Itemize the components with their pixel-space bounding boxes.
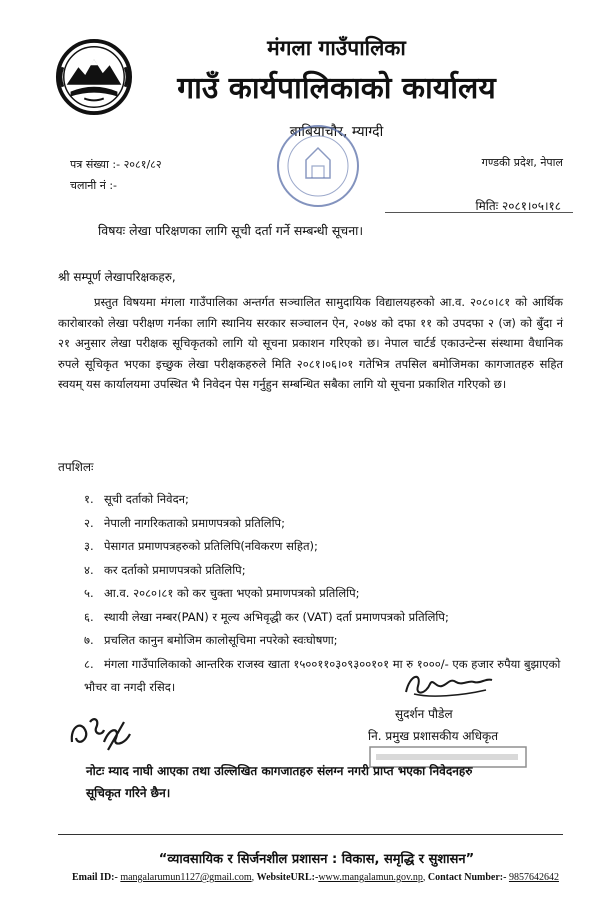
footer-contact: Email ID:- mangalarumun1127@gmail.com, WebsiteURL:-www.mangalamun.gov.np, Contact Number:- 9857642642 xyxy=(72,872,559,883)
signatory-name: सुदर्शन पौडेल xyxy=(395,707,453,721)
item-text: स्थायी लेखा नम्बर(PAN) र मूल्य अभिवृद्धी कर (VAT) दर्ता प्रमाणपत्रको प्रतिलिपि; xyxy=(104,609,449,624)
letter-date: मितिः २०८१।०५।१८ xyxy=(475,199,561,213)
item-text: प्रचलित कानुन बमोजिम कालोसूचिमा नपरेको स्वःघोषणा; xyxy=(104,633,338,647)
item-text: नेपाली नागरिकताको प्रमाणपत्रको प्रतिलिपि; xyxy=(104,515,285,530)
email-label: Email ID:- xyxy=(72,872,118,883)
item-text: कर दर्ताको प्रमाणपत्रको प्रतिलिपि; xyxy=(104,562,246,577)
item-text: सूची दर्ताको निवेदन; xyxy=(104,492,189,506)
phone-link[interactable]: 9857642642 xyxy=(508,872,559,883)
note-text: नोटः म्याद नाघी आएका तथा उल्लिखित कागजातहरु संलग्न नगरी प्राप्त भएका निवेदनहरु सूचिकृत गरिने छैन। xyxy=(86,764,473,800)
list-item xyxy=(84,535,564,559)
item-number: ३. xyxy=(84,539,94,553)
item-text: मंगला गाउँपालिकाको आन्तरिक राजस्व खाता १५००११०३०९३००१०१ मा रु १०००/- एक हजार रुपैया बुझाएको भौचर वा नगदी रसिद। xyxy=(84,656,561,694)
details-heading: तपशिलः xyxy=(58,460,94,474)
salutation: श्री सम्पूर्ण लेखापरिक्षकहरु, xyxy=(58,270,176,284)
list-item xyxy=(84,606,564,630)
item-number: १. xyxy=(84,492,94,506)
document-requirements-list xyxy=(84,488,564,699)
footer-divider xyxy=(58,834,563,835)
reference-number: पत्र संख्या :- २०८१/८२ xyxy=(70,158,162,171)
list-item xyxy=(84,512,564,536)
list-item xyxy=(84,488,564,512)
handwritten-signature xyxy=(400,668,495,702)
item-number: ७. xyxy=(84,633,94,647)
office-name: मंगला गाउँपालिका xyxy=(267,36,406,60)
item-text: आ.व. २०८०।८१ को कर चुक्ता भएको प्रमाणपत्रको प्रतिलिपि; xyxy=(104,586,360,600)
dispatch-number: चलानी नं :- xyxy=(70,179,118,192)
item-number: ४. xyxy=(84,562,94,577)
item-text: पेसागत प्रमाणपत्रहरुको प्रतिलिपि(नविकरण सहित); xyxy=(104,539,318,553)
list-item xyxy=(84,582,564,606)
province-label: गण्डकी प्रदेश, नेपाल xyxy=(481,156,563,169)
item-number: ५. xyxy=(84,586,94,600)
handwritten-initials xyxy=(64,712,139,756)
item-number: २. xyxy=(84,515,94,530)
list-item xyxy=(84,559,564,583)
office-address: बाबियाचौर, म्याग्दी xyxy=(289,124,384,140)
signatory-title: नि. प्रमुख प्रशासकीय अधिकृत xyxy=(368,729,499,743)
list-item xyxy=(84,629,564,653)
letter-subject: विषयः लेखा परिक्षणका लागि सूची दर्ता गर्ने सम्बन्धी सूचना। xyxy=(98,223,364,238)
item-number: ८. xyxy=(84,656,94,671)
website-label: WebsiteURL:- xyxy=(256,872,319,883)
date-underline xyxy=(385,212,573,213)
website-link[interactable]: www.mangalamun.gov.np xyxy=(318,872,423,883)
phone-label: Contact Number:- xyxy=(427,872,507,883)
footer-slogan: “व्यावसायिक र सिर्जनशील प्रशासन : विकास, समृद्धि र सुशासन” xyxy=(158,852,475,867)
email-link[interactable]: mangalarumun1127@gmail.com xyxy=(120,872,252,883)
item-number: ६. xyxy=(84,609,94,624)
office-seal-stamp xyxy=(272,120,364,212)
office-title: गाउँ कार्यपालिकाको कार्यालय xyxy=(177,71,496,106)
body-paragraph: प्रस्तुत विषयमा मंगला गाउँपालिका अन्तर्गत सञ्चालित सामुदायिक विद्यालयहरुको आ.व. २०८०।८१ को आर्थिक कारोबारको लेखा परीक्षण गर्नका लागि स्थानिय सरकार सञ्चालन ऐन, २०७४ को दफा ११ को उपदफा २ (ज) को बुँदा नं २१ अनुसार लेखा परीक्षक सूचिकृतको लागि यो सूचना प्रकाशन गरिएको छ। नेपाल चार्टर्ड एकाउन्टेन्स संस्थामा वैधानिक रुपले सूचिकृत भएका इच्छुक लेखा परीक्षकहरुले मिति २०८१।०६।०१ गतेभित्र तपसिल बमोजिमका कागजातहरु सहित स्वयम् यस कार्यालयमा उपस्थित भै निवेदन पेस गर्नुहुन सम्बन्धित सबैका लागि यो सूचना प्रकाशित गरिएको छ। xyxy=(58,295,563,391)
